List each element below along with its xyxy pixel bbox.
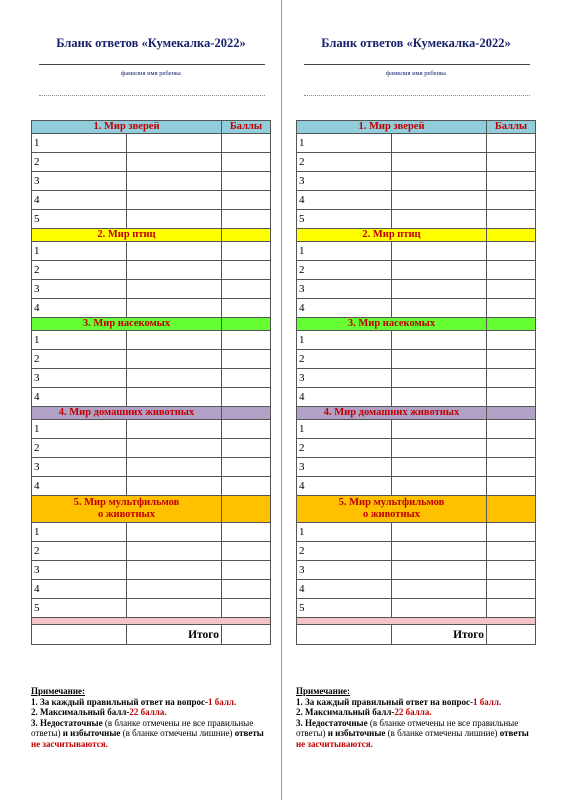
answer-row xyxy=(297,191,536,210)
answer-row xyxy=(32,280,271,299)
note-line-2: 2. Максимальный балл-22 балла. xyxy=(296,707,432,717)
section-header xyxy=(297,229,536,242)
score-cell[interactable] xyxy=(487,477,536,496)
score-cell[interactable] xyxy=(487,350,536,369)
score-header: Баллы xyxy=(487,121,536,134)
section-header xyxy=(32,407,271,420)
answer-row xyxy=(32,172,271,191)
total-score-cell[interactable] xyxy=(222,625,271,645)
section-header xyxy=(32,229,271,242)
answer-cell[interactable] xyxy=(392,439,487,458)
answer-cell[interactable] xyxy=(127,331,222,350)
section-title-line-2: о животных xyxy=(98,509,155,520)
row-number: 2 xyxy=(297,261,392,280)
score-cell[interactable] xyxy=(487,599,536,618)
score-header-cell xyxy=(487,229,536,242)
row-number: 1 xyxy=(297,134,392,153)
section-title-line-2: о животных xyxy=(363,509,420,520)
name-line[interactable] xyxy=(304,64,530,65)
answer-row xyxy=(297,439,536,458)
row-number: 1 xyxy=(32,134,127,153)
row-number: 4 xyxy=(297,388,392,407)
row-number: 3 xyxy=(32,280,127,299)
answer-cell[interactable] xyxy=(392,261,487,280)
answer-row xyxy=(32,369,271,388)
answer-cell[interactable] xyxy=(392,172,487,191)
answer-cell[interactable] xyxy=(127,439,222,458)
answer-table xyxy=(31,120,271,645)
score-cell[interactable] xyxy=(222,420,271,439)
extra-line xyxy=(304,95,530,96)
note-line-2: 2. Максимальный балл-22 балла. xyxy=(31,707,167,717)
score-header-cell xyxy=(222,318,271,331)
row-number: 4 xyxy=(32,580,127,599)
row-number: 3 xyxy=(32,458,127,477)
score-cell[interactable] xyxy=(487,172,536,191)
row-number: 5 xyxy=(297,210,392,229)
row-number: 4 xyxy=(32,477,127,496)
answer-cell[interactable] xyxy=(392,580,487,599)
row-number: 2 xyxy=(32,153,127,172)
answer-cell[interactable] xyxy=(127,458,222,477)
score-cell[interactable] xyxy=(487,153,536,172)
answer-cell[interactable] xyxy=(127,261,222,280)
score-cell[interactable] xyxy=(222,458,271,477)
answer-cell[interactable] xyxy=(392,477,487,496)
score-cell[interactable] xyxy=(487,580,536,599)
answer-row xyxy=(297,388,536,407)
answer-row xyxy=(297,369,536,388)
answer-cell[interactable] xyxy=(127,477,222,496)
answer-row xyxy=(32,523,271,542)
answer-row xyxy=(32,242,271,261)
score-cell[interactable] xyxy=(487,542,536,561)
score-header-cell xyxy=(222,496,271,523)
section-header xyxy=(297,407,536,420)
separator-row xyxy=(297,618,536,625)
answer-row xyxy=(297,242,536,261)
score-cell[interactable] xyxy=(487,388,536,407)
score-header-cell xyxy=(222,229,271,242)
answer-row xyxy=(297,350,536,369)
section-header xyxy=(32,496,271,523)
answer-cell[interactable] xyxy=(392,331,487,350)
score-cell[interactable] xyxy=(222,242,271,261)
row-number: 1 xyxy=(297,420,392,439)
answer-cell[interactable] xyxy=(392,561,487,580)
answer-cell[interactable] xyxy=(392,369,487,388)
section-header xyxy=(297,121,536,134)
score-cell[interactable] xyxy=(487,331,536,350)
score-cell[interactable] xyxy=(222,299,271,318)
answer-cell[interactable] xyxy=(127,388,222,407)
score-header-cell xyxy=(487,407,536,420)
section-header xyxy=(32,318,271,331)
answer-cell[interactable] xyxy=(392,299,487,318)
score-cell[interactable] xyxy=(487,369,536,388)
answer-table xyxy=(296,120,536,645)
score-cell[interactable] xyxy=(222,523,271,542)
answer-cell[interactable] xyxy=(127,350,222,369)
total-row xyxy=(32,625,271,645)
answer-cell[interactable] xyxy=(392,542,487,561)
answer-row xyxy=(32,134,271,153)
score-cell[interactable] xyxy=(222,561,271,580)
answer-row xyxy=(297,599,536,618)
note-heading: Примечание: xyxy=(296,686,351,696)
total-label: Итого xyxy=(127,625,222,645)
score-cell[interactable] xyxy=(222,542,271,561)
score-cell[interactable] xyxy=(487,210,536,229)
score-cell[interactable] xyxy=(222,350,271,369)
answer-cell[interactable] xyxy=(392,191,487,210)
row-number: 2 xyxy=(32,350,127,369)
score-cell[interactable] xyxy=(222,261,271,280)
child-name-label: фамилия имя ребенка xyxy=(121,70,181,77)
row-number: 2 xyxy=(32,439,127,458)
name-line[interactable] xyxy=(39,64,265,65)
row-number: 3 xyxy=(32,561,127,580)
answer-cell[interactable] xyxy=(392,242,487,261)
score-cell[interactable] xyxy=(487,561,536,580)
answer-cell[interactable] xyxy=(392,153,487,172)
answer-row xyxy=(297,580,536,599)
section-header xyxy=(32,121,271,134)
answer-cell[interactable] xyxy=(392,599,487,618)
row-number: 3 xyxy=(32,369,127,388)
row-number: 2 xyxy=(297,542,392,561)
answer-row xyxy=(32,542,271,561)
row-number: 3 xyxy=(297,280,392,299)
answer-cell[interactable] xyxy=(127,599,222,618)
answer-row xyxy=(297,153,536,172)
answer-cell[interactable] xyxy=(127,191,222,210)
answer-row xyxy=(32,153,271,172)
note-line-3: 3. Недостаточные (в бланке отмечены не все правильные ответы) и избыточные (в бланке отмечены лишние) ответы не засчитываются. xyxy=(296,717,529,749)
answer-cell[interactable] xyxy=(127,580,222,599)
note-line-1: 1. За каждый правильный ответ на вопрос-1 балл. xyxy=(296,696,502,707)
answer-cell[interactable] xyxy=(392,420,487,439)
answer-cell[interactable] xyxy=(127,242,222,261)
score-cell[interactable] xyxy=(487,261,536,280)
row-number: 4 xyxy=(297,477,392,496)
answer-cell[interactable] xyxy=(127,172,222,191)
note-line-1: 1. За каждый правильный ответ на вопрос-1 балл. xyxy=(31,696,237,707)
score-cell[interactable] xyxy=(222,134,271,153)
answer-row xyxy=(32,458,271,477)
answer-row xyxy=(297,542,536,561)
answer-cell[interactable] xyxy=(127,542,222,561)
score-cell[interactable] xyxy=(222,280,271,299)
row-number: 2 xyxy=(32,542,127,561)
child-name-label: фамилия имя ребенка xyxy=(386,70,446,77)
section-title: 1. Мир зверей xyxy=(32,121,222,134)
row-number: 1 xyxy=(32,523,127,542)
form-title: Бланк ответов «Кумекалка-2022» xyxy=(321,36,511,50)
form-title: Бланк ответов «Кумекалка-2022» xyxy=(56,36,246,50)
section-title: 4. Мир домашних животных xyxy=(297,407,487,420)
answer-row xyxy=(32,331,271,350)
score-header-cell xyxy=(487,496,536,523)
score-cell[interactable] xyxy=(222,191,271,210)
answer-cell[interactable] xyxy=(392,134,487,153)
row-number: 5 xyxy=(32,599,127,618)
score-cell[interactable] xyxy=(487,420,536,439)
score-cell[interactable] xyxy=(222,369,271,388)
section-title xyxy=(297,496,487,523)
answer-row xyxy=(297,477,536,496)
score-header: Баллы xyxy=(222,121,271,134)
row-number: 4 xyxy=(297,580,392,599)
section-title: 3. Мир насекомых xyxy=(32,318,222,331)
page-divider xyxy=(281,0,282,800)
separator-cell xyxy=(297,618,536,625)
total-label: Итого xyxy=(392,625,487,645)
row-number: 1 xyxy=(32,420,127,439)
score-cell[interactable] xyxy=(222,153,271,172)
score-cell[interactable] xyxy=(487,242,536,261)
row-number: 2 xyxy=(297,153,392,172)
row-number: 5 xyxy=(32,210,127,229)
section-title-line-1: 5. Мир мультфильмов xyxy=(338,497,445,508)
score-cell[interactable] xyxy=(222,331,271,350)
answer-cell[interactable] xyxy=(392,388,487,407)
row-number: 1 xyxy=(32,242,127,261)
total-blank xyxy=(297,625,392,645)
score-cell[interactable] xyxy=(487,523,536,542)
section-title: 2. Мир птиц xyxy=(32,229,222,242)
total-row xyxy=(297,625,536,645)
answer-row xyxy=(32,439,271,458)
answer-row xyxy=(32,580,271,599)
answer-row xyxy=(297,134,536,153)
section-title: 1. Мир зверей xyxy=(297,121,487,134)
score-cell[interactable] xyxy=(487,191,536,210)
score-cell[interactable] xyxy=(487,299,536,318)
answer-cell[interactable] xyxy=(127,523,222,542)
score-cell[interactable] xyxy=(222,388,271,407)
answer-row xyxy=(297,561,536,580)
note-block xyxy=(296,686,536,749)
total-score-cell[interactable] xyxy=(487,625,536,645)
answer-cell[interactable] xyxy=(127,134,222,153)
section-title xyxy=(32,496,222,523)
score-cell[interactable] xyxy=(222,439,271,458)
row-number: 4 xyxy=(297,299,392,318)
section-header xyxy=(297,318,536,331)
answer-cell[interactable] xyxy=(392,350,487,369)
answer-row xyxy=(32,599,271,618)
answer-row xyxy=(297,420,536,439)
section-header xyxy=(297,496,536,523)
score-cell[interactable] xyxy=(487,280,536,299)
note-heading: Примечание: xyxy=(31,686,86,696)
row-number: 4 xyxy=(32,299,127,318)
answer-row xyxy=(32,561,271,580)
row-number: 5 xyxy=(297,599,392,618)
score-cell[interactable] xyxy=(487,134,536,153)
answer-cell[interactable] xyxy=(392,458,487,477)
answer-cell[interactable] xyxy=(127,420,222,439)
row-number: 4 xyxy=(32,388,127,407)
answer-row xyxy=(32,261,271,280)
answer-row xyxy=(32,299,271,318)
score-cell[interactable] xyxy=(222,580,271,599)
answer-row xyxy=(32,477,271,496)
answer-row xyxy=(32,350,271,369)
answer-row xyxy=(297,261,536,280)
answer-row xyxy=(297,299,536,318)
row-number: 3 xyxy=(297,369,392,388)
note-line-3: 3. Недостаточные (в бланке отмечены не все правильные ответы) и избыточные (в бланке отмечены лишние) ответы не засчитываются. xyxy=(31,717,264,749)
answer-row xyxy=(297,210,536,229)
score-header-cell xyxy=(487,318,536,331)
separator-cell xyxy=(32,618,271,625)
row-number: 1 xyxy=(297,331,392,350)
answer-row xyxy=(297,280,536,299)
total-blank xyxy=(32,625,127,645)
row-number: 2 xyxy=(297,439,392,458)
answer-cell[interactable] xyxy=(127,561,222,580)
answer-cell[interactable] xyxy=(127,299,222,318)
answer-row xyxy=(297,331,536,350)
extra-line xyxy=(39,95,265,96)
row-number: 3 xyxy=(297,458,392,477)
answer-cell[interactable] xyxy=(392,210,487,229)
note-block xyxy=(31,686,271,749)
score-cell[interactable] xyxy=(222,477,271,496)
answer-row xyxy=(32,191,271,210)
score-cell[interactable] xyxy=(222,172,271,191)
row-number: 3 xyxy=(32,172,127,191)
answer-row xyxy=(32,420,271,439)
row-number: 2 xyxy=(297,350,392,369)
answer-row xyxy=(297,172,536,191)
row-number: 3 xyxy=(297,172,392,191)
score-cell[interactable] xyxy=(222,599,271,618)
answer-row xyxy=(297,458,536,477)
answer-cell[interactable] xyxy=(392,523,487,542)
score-cell[interactable] xyxy=(222,210,271,229)
score-cell[interactable] xyxy=(487,458,536,477)
answer-cell[interactable] xyxy=(127,153,222,172)
separator-row xyxy=(32,618,271,625)
row-number: 4 xyxy=(32,191,127,210)
answer-cell[interactable] xyxy=(127,210,222,229)
row-number: 1 xyxy=(32,331,127,350)
score-cell[interactable] xyxy=(487,439,536,458)
row-number: 3 xyxy=(297,561,392,580)
answer-cell[interactable] xyxy=(127,280,222,299)
section-title-line-1: 5. Мир мультфильмов xyxy=(73,497,180,508)
answer-row xyxy=(32,388,271,407)
section-title: 2. Мир птиц xyxy=(297,229,487,242)
section-title: 3. Мир насекомых xyxy=(297,318,487,331)
section-title: 4. Мир домашних животных xyxy=(32,407,222,420)
row-number: 1 xyxy=(297,242,392,261)
row-number: 4 xyxy=(297,191,392,210)
row-number: 1 xyxy=(297,523,392,542)
row-number: 2 xyxy=(32,261,127,280)
answer-cell[interactable] xyxy=(127,369,222,388)
answer-row xyxy=(32,210,271,229)
score-header-cell xyxy=(222,407,271,420)
answer-row xyxy=(297,523,536,542)
answer-cell[interactable] xyxy=(392,280,487,299)
